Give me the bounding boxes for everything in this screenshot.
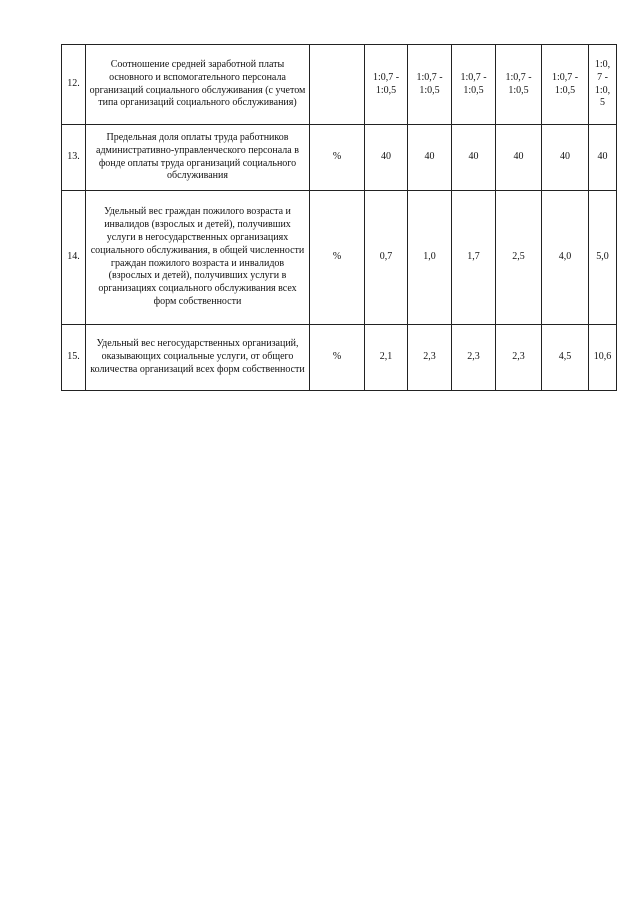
value-cell: 10,6 [589,325,617,391]
row-number: 14. [62,191,86,325]
table-row-14 [62,191,617,325]
value-cell: 40 [496,125,542,191]
value-cell: 2,3 [452,325,496,391]
value-cell: 2,5 [496,191,542,325]
value-cell: 1:0,7 - 1:0,5 [408,45,452,125]
value-cell: 40 [589,125,617,191]
indicator-description: Удельный вес граждан пожилого возраста и инвалидов (взрослых и детей), получивших услуги в негосударственных организациях социального обслуживания, в общей численности граждан пожилого возраста и инвалидов (взрослых и детей), получивших услуги в организациях социального обслуживания всех форм собственности [86,191,310,325]
table-row-15 [62,325,617,391]
value-line: 1:0, [594,58,611,70]
value-line: 5 [600,97,605,109]
value-cell: 40 [542,125,589,191]
row-number: 12. [62,45,86,125]
row-number: 13. [62,125,86,191]
value-cell: 2,3 [408,325,452,391]
indicator-description: Предельная доля оплаты труда работников административно-управленческого персонала в фонде оплаты труда организаций социального обслуживания [86,125,310,191]
unit-cell: % [310,125,365,191]
unit-cell: % [310,191,365,325]
value-cell: 2,1 [365,325,408,391]
indicators-table [61,44,617,391]
value-cell: 1:0,7 - 1:0,5 [365,45,408,125]
table-row-13 [62,125,617,191]
value-cell: 2,3 [496,325,542,391]
table-row-12 [62,45,617,125]
value-cell: 1,7 [452,191,496,325]
value-cell: 4,0 [542,191,589,325]
value-cell: 40 [452,125,496,191]
value-cell: 1,0 [408,191,452,325]
value-cell: 1:0,7 - 1:0,5 [452,45,496,125]
value-cell: 1:0,7 - 1:0,5 [496,45,542,125]
value-cell: 40 [408,125,452,191]
row-number: 15. [62,325,86,391]
value-cell: 5,0 [589,191,617,325]
indicator-description: Удельный вес негосударственных организаций, оказывающих социальные услуги, от общего количества организаций всех форм собственности [86,325,310,391]
value-cell: 4,5 [542,325,589,391]
unit-cell: % [310,325,365,391]
indicator-description: Соотношение средней заработной платы основного и вспомогательного персонала организаций социального обслуживания (с учетом типа организаций социального обслуживания) [86,45,310,125]
value-cell: 40 [365,125,408,191]
unit-cell [310,45,365,125]
value-cell-last [589,45,617,125]
value-line: 7 - [597,71,608,83]
value-line: 1:0, [594,84,611,96]
value-cell: 1:0,7 - 1:0,5 [542,45,589,125]
value-cell: 0,7 [365,191,408,325]
